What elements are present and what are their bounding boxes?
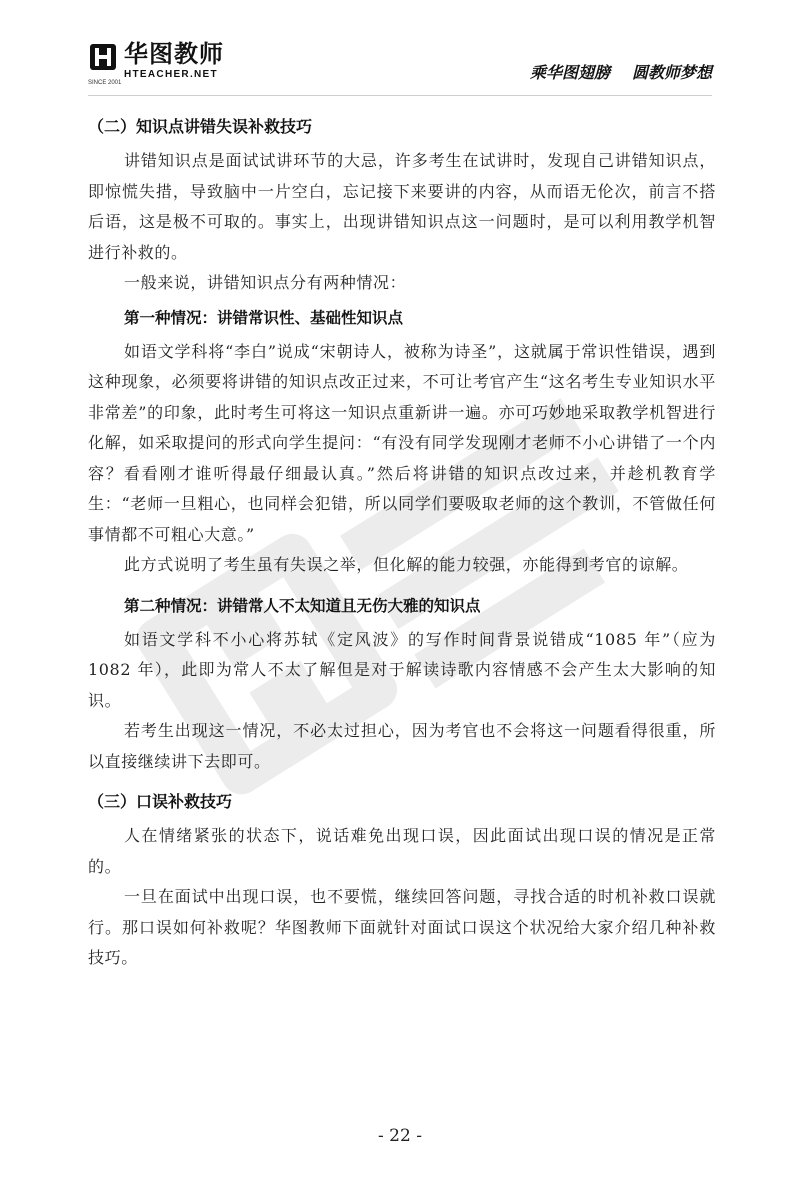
paragraph: 若考生出现这一情况，不必太过担心，因为考官也不会将这一问题看得很重，所以直接继续讲下去即可。 xyxy=(88,721,716,771)
page-header xyxy=(0,0,800,100)
header-slogan xyxy=(530,60,712,83)
case-heading-1: 第一种情况：讲错常识性、基础性知识点 xyxy=(124,308,404,327)
paragraph: 人在情绪紧张的状态下，说话难免出现口误，因此面试出现口误的情况是正常的。 xyxy=(88,826,716,876)
section-heading-3: （三）口误补救技巧 xyxy=(88,792,233,811)
logo-chinese-name: 华图教师 xyxy=(124,40,224,68)
paragraph: 如语文学科不小心将苏轼《定风波》的写作时间背景说错成“1085 年”（应为 1082 年），此即为常人不太了解但是对于解读诗歌内容情感不会产生太大影响的知识。 xyxy=(88,629,716,710)
header-divider xyxy=(88,95,712,96)
paragraph: 一旦在面试中出现口误，也不要慌，继续回答问题，寻找合适的时机补救口误就行。那口误如何补救呢？华图教师下面就针对面试口误这个状况给大家介绍几种补救技巧。 xyxy=(88,887,716,967)
case-heading-2: 第二种情况：讲错常人不太知道且无伤大雅的知识点 xyxy=(124,596,481,615)
logo-english-name: HTEACHER.NET xyxy=(124,69,218,80)
paragraph: 如语文学科将“李白”说成“宋朝诗人，被称为诗圣”，这就属于常识性错误，遇到这种现象，必须要将讲错的知识点改正过来，不可让考官产生“这名考生专业知识水平非常差”的印象，此时考生可将这一知识点重新讲一遍。亦可巧妙地采取教学机智进行化解，如采取提问的形式向学生提问：“有没有同学发现刚才老师不小心讲错了一个内容？看看刚才谁听得最仔细最认真。”然后将讲错的知识点改过来，并趁机教育学生：“老师一旦粗心，也同样会犯错，所以同学们要吸取老师的这个教训，不管做任何事情都不可粗心大意。” xyxy=(88,341,716,544)
logo-since: SINCE 2001 xyxy=(88,80,122,86)
document-body xyxy=(88,108,716,974)
huatu-logo-icon xyxy=(88,40,118,80)
slogan-part-2: 圆教师梦想 xyxy=(631,63,712,82)
page-number: - 22 - xyxy=(378,1126,422,1146)
slogan-part-1: 乘华图翅膀 xyxy=(529,63,610,82)
brand-logo xyxy=(88,40,224,88)
paragraph: 讲错知识点是面试试讲环节的大忌，许多考生在试讲时，发现自己讲错知识点，即惊慌失措，导致脑中一片空白，忘记接下来要讲的内容，从而语无伦次，前言不搭后语，这是极不可取的。事实上，出现讲错知识点这一问题时，是可以利用教学机智进行补救的。 xyxy=(88,151,716,262)
paragraph: 此方式说明了考生虽有失误之举，但化解的能力较强，亦能得到考官的谅解。 xyxy=(124,555,689,574)
paragraph: 一般来说，讲错知识点分有两种情况： xyxy=(124,273,407,292)
section-heading-2: （二）知识点讲错失误补救技巧 xyxy=(88,117,313,136)
